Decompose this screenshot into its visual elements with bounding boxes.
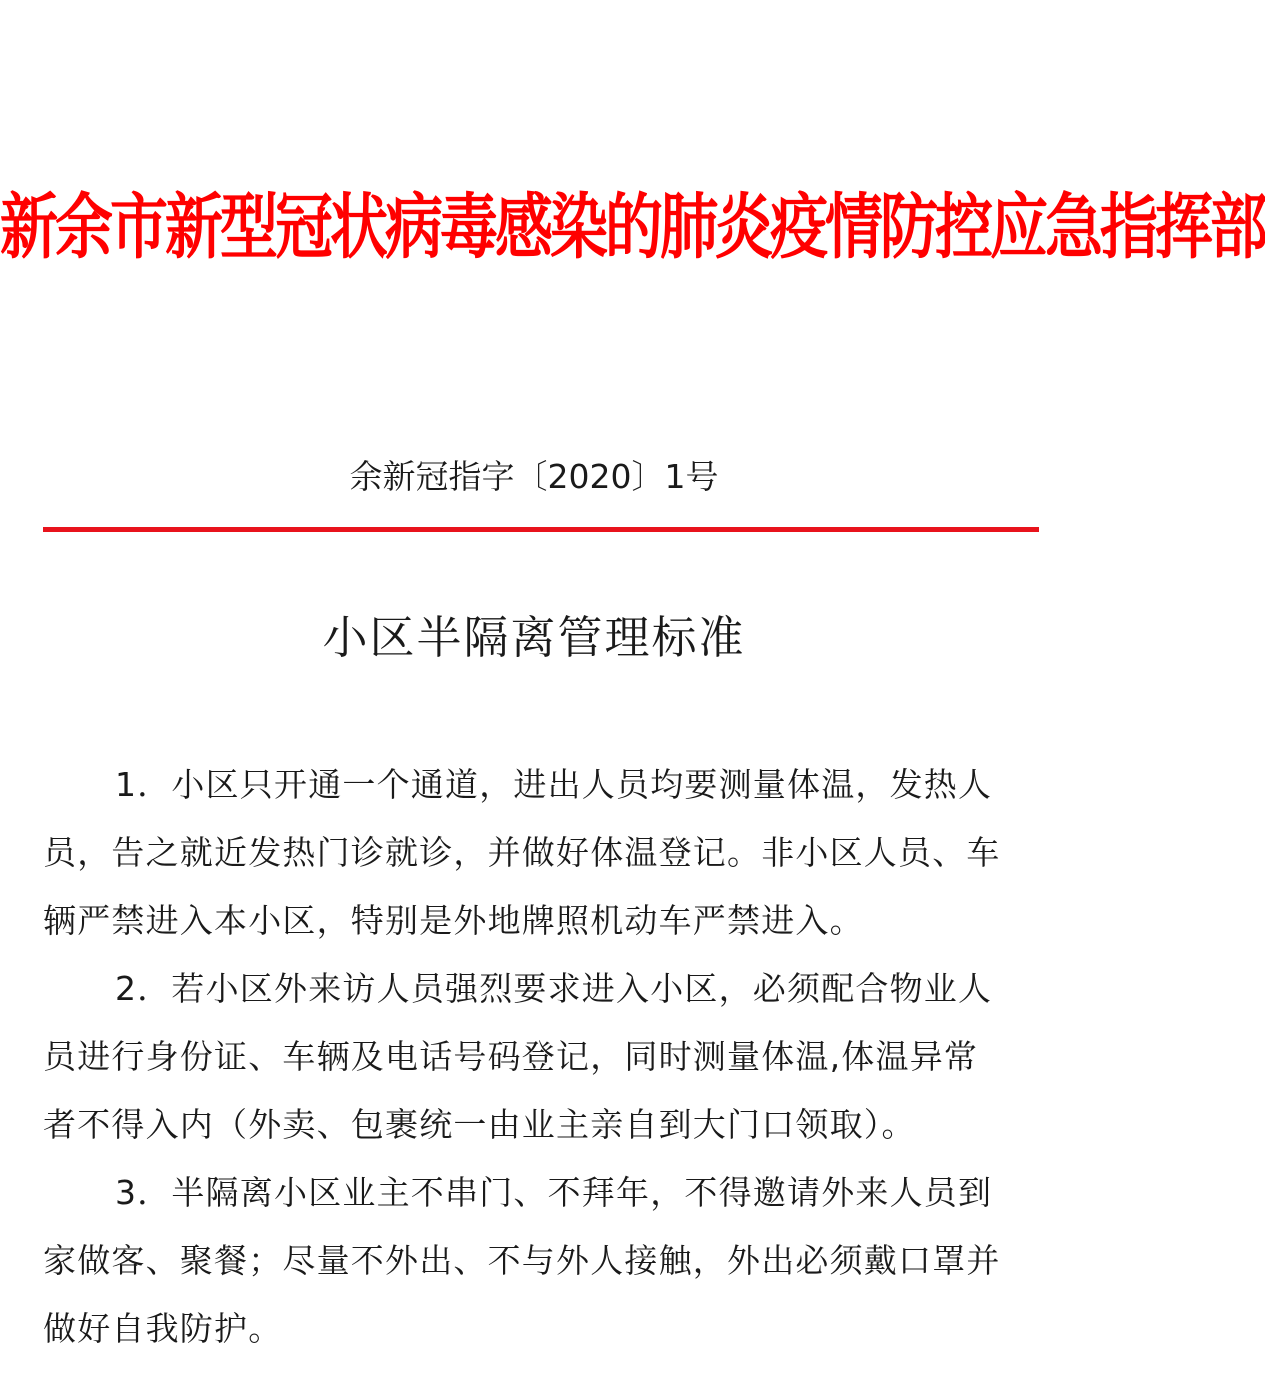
- document-title: 小区半隔离管理标准: [322, 611, 746, 664]
- paragraph-line: 做好自我防护。: [43, 1309, 283, 1348]
- paragraph-line: 员，告之就近发热门诊就诊，并做好体温登记。非小区人员、车: [43, 833, 1001, 872]
- red-divider-line: [43, 527, 1039, 532]
- paragraph-line: 家做客、聚餐；尽量不外出、不与外人接触，外出必须戴口罩并: [43, 1241, 1001, 1280]
- paragraph-line: 者不得入内（外卖、包裹统一由业主亲自到大门口领取）。: [43, 1105, 916, 1144]
- paragraph-line: 2．若小区外来访人员强烈要求进入小区，必须配合物业人: [115, 969, 993, 1008]
- paragraph-line: 辆严禁进入本小区，特别是外地牌照机动车严禁进入。: [43, 901, 864, 940]
- document-body: [43, 751, 1043, 1363]
- paragraph-line: 1．小区只开通一个通道，进出人员均要测量体温，发热人: [115, 765, 993, 804]
- paragraph-3: [43, 1159, 1043, 1363]
- document-number: 余新冠指字〔2020〕1号: [349, 457, 719, 496]
- issuer-header: 新余市新型冠状病毒感染的肺炎疫情防控应急指挥部: [0, 185, 1265, 269]
- paragraph-2: [43, 955, 1043, 1159]
- paragraph-line: 员进行身份证、车辆及电话号码登记，同时测量体温,体温异常: [43, 1037, 979, 1076]
- paragraph-line: 3．半隔离小区业主不串门、不拜年，不得邀请外来人员到: [115, 1173, 993, 1212]
- paragraph-1: [43, 751, 1043, 955]
